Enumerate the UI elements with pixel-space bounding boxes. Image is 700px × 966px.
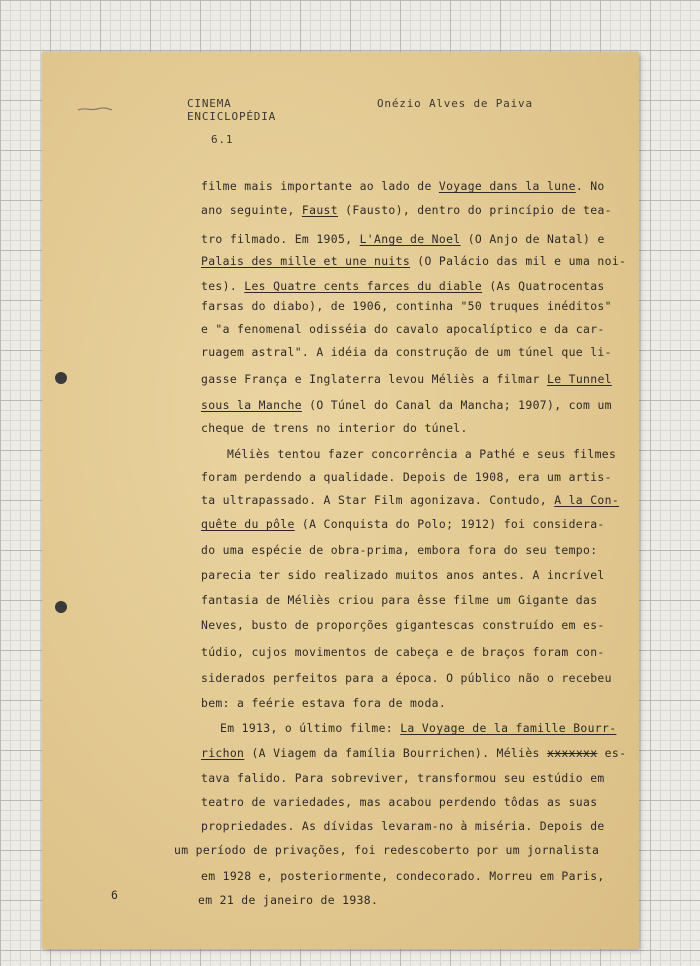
body-line — [201, 795, 597, 809]
text-run: (Fausto), dentro do princípio de tea- — [337, 203, 612, 217]
header-subcategory: ENCICLOPÉDIA — [187, 110, 277, 123]
text-run: ano seguinte, — [201, 203, 302, 217]
film-title: Les Quatre cents farces du diable — [244, 279, 483, 293]
body-line — [227, 447, 616, 461]
header-author: Onézio Alves de Paiva — [377, 97, 533, 110]
film-title: Voyage dans la lune — [438, 179, 576, 193]
body-line — [220, 721, 616, 735]
text-run: (O Túnel do Canal da Mancha; 1907), com um — [301, 398, 612, 412]
body-line — [201, 746, 626, 760]
text-run: Méliès tentou fazer concorrência a Pathé e seus filmes — [227, 447, 617, 461]
body-line — [201, 372, 612, 386]
text-run: parecia ter sido realizado muitos anos antes. A incrível — [201, 568, 605, 582]
text-run: fantasia de Méliès criou para êsse filme um Gigante das — [201, 593, 598, 607]
body-line — [201, 254, 626, 268]
text-run: propriedades. As dívidas levaram-no à miséria. Depois de — [201, 819, 605, 833]
body-line — [201, 322, 605, 336]
text-run: (A Viagem da família Bourrichen). Méliès — [244, 746, 547, 760]
film-title: La Voyage de la famille Bourr- — [400, 721, 617, 735]
body-line — [201, 543, 597, 557]
film-title: Faust — [301, 203, 338, 217]
text-run: em 21 de janeiro de 1938. — [198, 893, 379, 907]
text-run: (A Conquista do Polo; 1912) foi considera- — [294, 517, 605, 531]
body-line — [201, 179, 605, 193]
body-line — [201, 819, 605, 833]
text-run: foram perdendo a qualidade. Depois de 1908, era um artis- — [201, 470, 612, 484]
body-line — [201, 203, 612, 217]
text-run: (O Anjo de Natal) e — [460, 232, 605, 246]
text-run: . No — [575, 179, 605, 193]
text-run: ruagem astral". A idéia da construção de um túnel que li- — [201, 345, 612, 359]
text-run: do uma espécie de obra-prima, embora fora do seu tempo: — [201, 543, 598, 557]
text-run: es- — [597, 746, 627, 760]
text-run: (As Quatrocentas — [482, 279, 605, 293]
struck-text: xxxxxxx — [546, 746, 598, 760]
body-line — [174, 843, 599, 857]
body-line — [201, 232, 605, 246]
text-run: em 1928 e, posteriormente, condecorado. Morreu em Paris, — [201, 869, 605, 883]
film-title: richon — [201, 746, 245, 760]
text-run: ta ultrapassado. A Star Film agonizava. Contudo, — [201, 493, 555, 507]
film-title: Palais des mille et une nuits — [201, 254, 411, 268]
body-line — [201, 593, 597, 607]
body-line — [201, 618, 605, 632]
film-title: sous la Manche — [201, 398, 302, 412]
film-title: quête du pôle — [201, 517, 295, 531]
text-run: (O Palácio das mil e uma noi- — [410, 254, 627, 268]
text-run: tro filmado. Em 1905, — [201, 232, 360, 246]
body-line — [201, 470, 612, 484]
body-line — [201, 696, 446, 710]
text-run: siderados perfeitos para a época. O público não o recebeu — [201, 671, 612, 685]
section-number: 6.1 — [211, 133, 234, 146]
body-line — [201, 299, 612, 313]
punch-hole-top — [55, 372, 67, 384]
text-run: Em 1913, o último filme: — [220, 721, 401, 735]
body-line — [201, 517, 605, 531]
text-run: tava falido. Para sobreviver, transformou seu estúdio em — [201, 771, 605, 785]
body-line — [201, 279, 605, 293]
body-line — [201, 398, 612, 412]
film-title: Le Tunnel — [546, 372, 612, 386]
text-run: e "a fenomenal odisséia do cavalo apocalíptico e da car- — [201, 322, 605, 336]
film-title: L'Ange de Noel — [359, 232, 461, 246]
punch-hole-bottom — [55, 601, 67, 613]
body-line — [201, 421, 468, 435]
text-run: farsas do diabo), de 1906, continha "50 truques inéditos" — [201, 299, 612, 313]
body-line — [198, 893, 378, 907]
body-line — [201, 568, 605, 582]
page-number: 6 — [111, 888, 119, 902]
text-run: filme mais importante ao lado de — [201, 179, 439, 193]
body-line — [201, 345, 612, 359]
text-run: túdio, cujos movimentos de cabeça e de braços foram con- — [201, 645, 605, 659]
header-category: CINEMA — [187, 97, 232, 110]
body-line — [201, 671, 612, 685]
text-run: um período de privações, foi redescoberto por um jornalista — [174, 843, 600, 857]
body-line — [201, 645, 605, 659]
body-line — [201, 771, 605, 785]
film-title: A la Con- — [554, 493, 620, 507]
text-run: Neves, busto de proporções gigantescas construído em es- — [201, 618, 605, 632]
text-run: bem: a feérie estava fora de moda. — [201, 696, 447, 710]
text-run: cheque de trens no interior do túnel. — [201, 421, 468, 435]
text-run: gasse França e Inglaterra levou Méliès a filmar — [201, 372, 547, 386]
pencil-mark — [77, 106, 113, 112]
body-line — [201, 493, 619, 507]
text-run: tes). — [201, 279, 245, 293]
body-line — [201, 869, 605, 883]
text-run: teatro de variedades, mas acabou perdendo tôdas as suas — [201, 795, 598, 809]
